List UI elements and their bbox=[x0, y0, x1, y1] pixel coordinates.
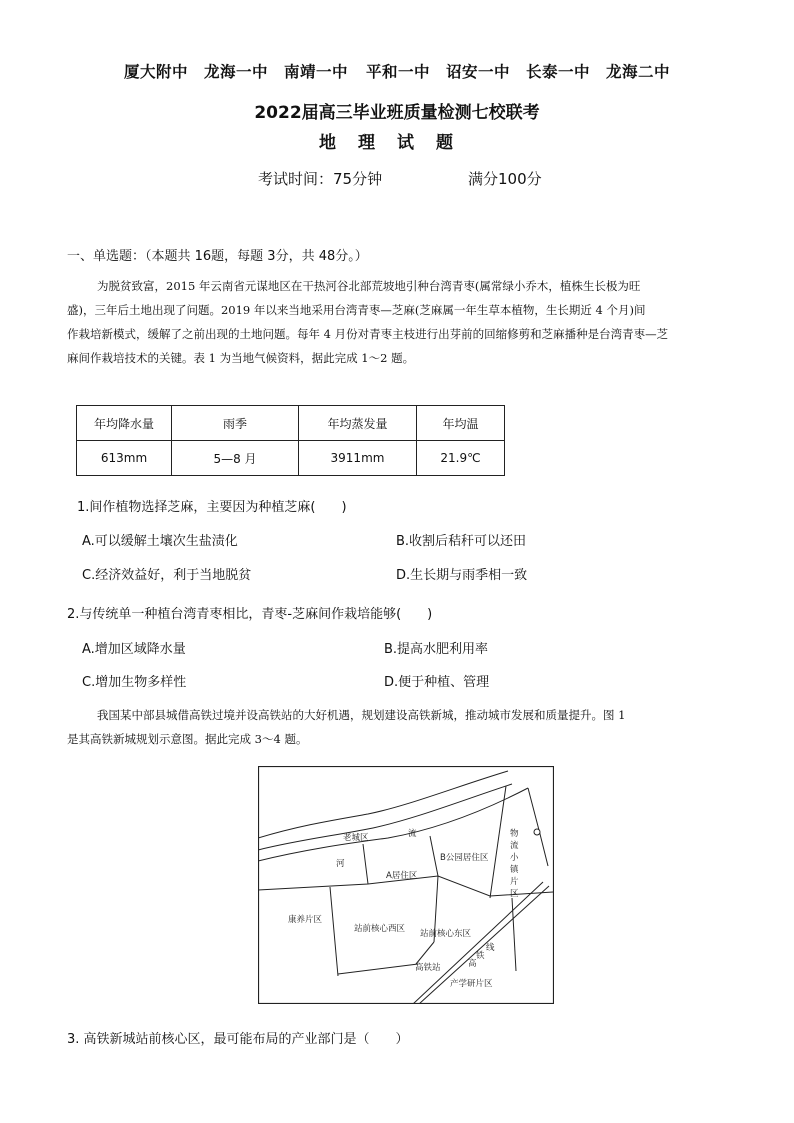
map-label-logistics-1: 物 bbox=[510, 829, 519, 839]
passage-1-text: 为脱贫致富，2015 年云南省元谋地区在干热河谷北部荒坡地引种台湾青枣(属常绿小乔木，植株生长极为旺 bbox=[97, 279, 641, 293]
map-label-logistics-4: 镇 bbox=[510, 865, 519, 875]
table-cell: 5—8 月 bbox=[172, 441, 299, 476]
passage-1-line: 麻间作栽培技术的关键。表 1 为当地气候资料，据此完成 1～2 题。 bbox=[67, 351, 415, 365]
question-2-stem: 2.与传统单一种植台湾青枣相比，青枣-芝麻间作栽培能够( ) bbox=[67, 607, 433, 622]
passage-1 bbox=[67, 274, 739, 370]
map-label-station: 高铁站 bbox=[415, 963, 441, 973]
map-label-logistics-5: 片 bbox=[510, 877, 519, 887]
school-list: 厦大附中 龙海一中 南靖一中 平和一中 诏安一中 长泰一中 龙海二中 bbox=[124, 63, 670, 81]
passage-2-line bbox=[67, 703, 739, 727]
passage-1-line: 盛)，三年后土地出现了问题。2019 年以来当地采用台湾青枣—芝麻(芝麻属一年生草本植物，生长期近 4 个月)间 bbox=[67, 303, 646, 317]
map-label-logistics-3: 小 bbox=[510, 853, 519, 863]
road-node bbox=[534, 829, 540, 835]
table-header-cell: 年均蒸发量 bbox=[299, 406, 417, 441]
map-label-rail-2: 铁 bbox=[476, 951, 485, 961]
question-1-option-d[interactable]: D.生长期与雨季相一致 bbox=[396, 568, 528, 583]
table-cell: 21.9℃ bbox=[417, 441, 505, 476]
exam-time: 考试时间：75分钟 bbox=[258, 170, 383, 188]
map-label-kangyang: 康养片区 bbox=[288, 915, 323, 925]
question-2-option-c[interactable]: C.增加生物多样性 bbox=[82, 675, 187, 690]
passage-2-text: 我国某中部县城借高铁过境并设高铁站的大好机遇，规划建设高铁新城，推动城市发展和质量提升。图 1 bbox=[97, 708, 626, 722]
map-label-rail-1: 线 bbox=[486, 943, 495, 953]
table-header-cell: 雨季 bbox=[172, 406, 299, 441]
question-2-option-d[interactable]: D.便于种植、管理 bbox=[384, 675, 490, 690]
section-heading: 一、单选题：（本题共 16题，每题 3分，共 48分。） bbox=[67, 249, 368, 264]
table-cell: 613mm bbox=[77, 441, 172, 476]
table-cell: 3911mm bbox=[299, 441, 417, 476]
table-header-cell: 年均温 bbox=[417, 406, 505, 441]
question-1-stem: 1.间作植物选择芝麻，主要因为种植芝麻( ) bbox=[77, 500, 347, 515]
map-label-river-1: 河 bbox=[336, 859, 345, 869]
question-2-option-a[interactable]: A.增加区域降水量 bbox=[82, 642, 186, 657]
table-row bbox=[77, 441, 505, 476]
map-label-east-core: 站前核心东区 bbox=[420, 929, 472, 939]
map-label-a-residential: A居住区 bbox=[386, 871, 418, 881]
map-label-river-2: 流 bbox=[408, 829, 417, 839]
question-1-option-c[interactable]: C.经济效益好，利于当地脱贫 bbox=[82, 568, 252, 583]
passage-2-line: 是其高铁新城规划示意图。据此完成 3～4 题。 bbox=[67, 732, 308, 746]
climate-table bbox=[76, 405, 505, 476]
passage-1-line: 作栽培新模式，缓解了之前出现的土地问题。每年 4 月份对青枣主枝进行出芽前的回缩修剪和芝麻播种是台湾青枣—芝 bbox=[67, 327, 669, 341]
exam-title: 2022届高三毕业班质量检测七校联考 bbox=[254, 103, 540, 123]
subject-title: 地理试题 bbox=[319, 133, 475, 153]
map-label-b-park-residential: B公园居住区 bbox=[440, 853, 489, 863]
map-label-logistics-6: 区 bbox=[510, 889, 519, 899]
map-label-logistics-2: 流 bbox=[510, 841, 519, 851]
question-1-option-b[interactable]: B.收割后秸秆可以还田 bbox=[396, 534, 527, 549]
passage-1-line bbox=[67, 274, 739, 298]
table-header-cell: 年均降水量 bbox=[77, 406, 172, 441]
question-1-option-a[interactable]: A.可以缓解土壤次生盐渍化 bbox=[82, 534, 238, 549]
full-score: 满分100分 bbox=[468, 170, 542, 188]
map-label-west-core: 站前核心西区 bbox=[354, 924, 406, 934]
map-label-old-city: 老城区 bbox=[343, 833, 369, 843]
table-header-row bbox=[77, 406, 505, 441]
question-3-stem: 3. 高铁新城站前核心区，最可能布局的产业部门是（ ） bbox=[67, 1032, 409, 1047]
question-2-option-b[interactable]: B.提高水肥利用率 bbox=[384, 642, 489, 657]
high-speed-rail-new-town-map bbox=[258, 766, 554, 1004]
map-label-industry: 产学研片区 bbox=[450, 979, 493, 989]
passage-2 bbox=[67, 703, 739, 751]
map-label-rail-3: 高 bbox=[468, 959, 477, 969]
